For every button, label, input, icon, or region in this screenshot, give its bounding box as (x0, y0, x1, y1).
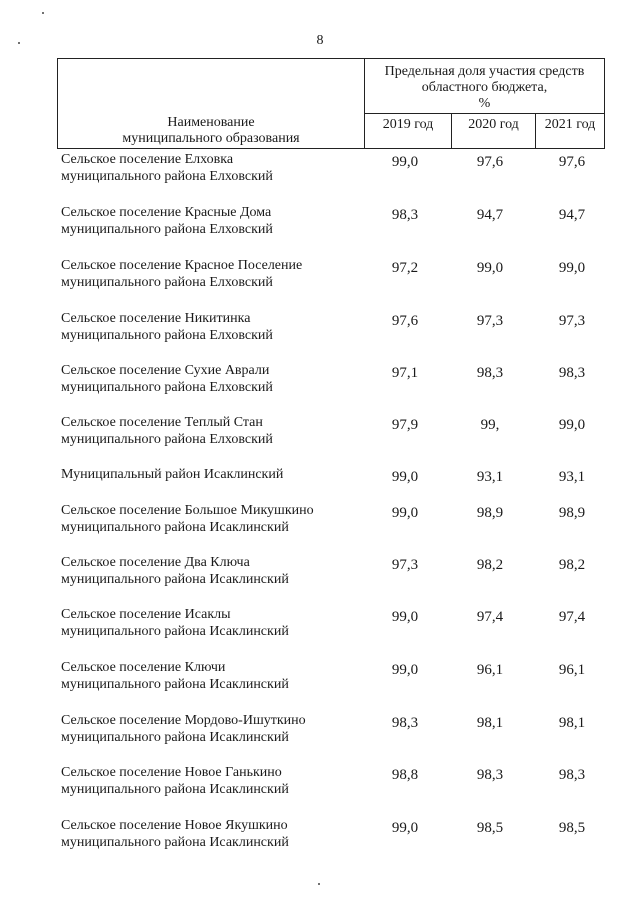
budget-share-header-line1: Предельная доля участия средств (384, 64, 585, 79)
value-2019: 99,0 (391, 662, 419, 678)
value-2020: 98,5 (476, 820, 504, 836)
name-column-header-line2: муниципального образования (122, 131, 300, 146)
municipality-name (61, 659, 361, 693)
value-2020: 97,4 (476, 609, 504, 625)
name-line2: муниципального района Елховский (61, 169, 273, 184)
year-header-2020: 2020 год (468, 117, 519, 132)
value-2021: 98,3 (558, 767, 586, 783)
value-2021: 97,4 (558, 609, 586, 625)
year-header-2021: 2021 год (544, 117, 596, 132)
name-line1: Сельское поселение Новое Якушкино (61, 818, 288, 833)
municipality-name (61, 466, 361, 483)
value-2020: 98,3 (476, 365, 504, 381)
name-line1: Сельское поселение Большое Микушкино (61, 503, 314, 518)
value-2021: 99,0 (558, 260, 586, 276)
table-row (0, 659, 640, 699)
year-header-2019: 2019 год (382, 117, 434, 132)
name-line1: Сельское поселение Мордово-Ишуткино (61, 713, 306, 728)
name-line1: Сельское поселение Два Ключа (61, 555, 250, 570)
name-line2: муниципального района Исаклинский (61, 520, 289, 535)
value-2019: 99,0 (391, 609, 419, 625)
municipality-name (61, 712, 361, 746)
budget-share-header-line2: областного бюджета, (421, 80, 548, 95)
name-line2: муниципального района Исаклинский (61, 730, 289, 745)
budget-share-header (365, 64, 604, 112)
value-2020: 98,9 (476, 505, 504, 521)
value-2019: 99,0 (391, 505, 419, 521)
name-line1: Муниципальный район Исаклинский (61, 467, 284, 482)
name-line1: Сельское поселение Елховка (61, 152, 234, 167)
value-2019: 97,6 (391, 313, 419, 329)
scan-speck (318, 883, 320, 885)
value-2020: 99,0 (476, 260, 504, 276)
value-2020: 94,7 (476, 207, 504, 223)
value-2020: 97,6 (476, 154, 504, 170)
table-row (0, 362, 640, 402)
name-line2: муниципального района Исаклинский (61, 782, 289, 797)
name-line2: муниципального района Елховский (61, 380, 273, 395)
value-2019: 99,0 (391, 469, 419, 485)
table-row (0, 817, 640, 857)
name-line2: муниципального района Исаклинский (61, 572, 289, 587)
value-2021: 98,3 (558, 365, 586, 381)
value-2019: 97,9 (391, 417, 419, 433)
name-line2: муниципального района Исаклинский (61, 677, 289, 692)
header-top-border (57, 58, 605, 59)
budget-share-header-line3: % (478, 96, 491, 111)
municipality-name (61, 362, 361, 396)
name-line1: Сельское поселение Новое Ганькино (61, 765, 282, 780)
table-row (0, 502, 640, 542)
value-2019: 97,3 (391, 557, 419, 573)
name-line2: муниципального района Исаклинский (61, 624, 289, 639)
value-2021: 98,9 (558, 505, 586, 521)
value-2021: 94,7 (558, 207, 586, 223)
name-line2: муниципального района Елховский (61, 222, 273, 237)
municipality-name (61, 502, 361, 536)
name-line1: Сельское поселение Красные Дома (61, 205, 272, 220)
header-group-divider (364, 113, 605, 114)
name-line1: Сельское поселение Теплый Стан (61, 415, 263, 430)
table-row (0, 606, 640, 646)
value-2021: 98,2 (558, 557, 586, 573)
value-2020: 98,1 (476, 715, 504, 731)
value-2021: 93,1 (558, 469, 586, 485)
municipality-name (61, 414, 361, 448)
name-line1: Сельское поселение Исаклы (61, 607, 231, 622)
municipality-name (61, 151, 361, 185)
value-2020: 93,1 (476, 469, 504, 485)
name-line1: Сельское поселение Сухие Аврали (61, 363, 270, 378)
value-2021: 98,1 (558, 715, 586, 731)
value-2020: 98,2 (476, 557, 504, 573)
name-column-header-line1: Наименование (167, 115, 255, 130)
name-line2: муниципального района Исаклинский (61, 835, 289, 850)
municipality-name (61, 764, 361, 798)
value-2021: 97,6 (558, 154, 586, 170)
value-2020: 99, (480, 417, 500, 433)
value-2021: 98,5 (558, 820, 586, 836)
value-2021: 99,0 (558, 417, 586, 433)
value-2020: 96,1 (476, 662, 504, 678)
table-row (0, 414, 640, 454)
table-row (0, 466, 640, 506)
value-2019: 99,0 (391, 154, 419, 170)
municipality-name (61, 817, 361, 851)
value-2019: 97,2 (391, 260, 419, 276)
municipality-name (61, 606, 361, 640)
table-row (0, 554, 640, 594)
value-2019: 99,0 (391, 820, 419, 836)
table-row (0, 257, 640, 297)
municipality-name (61, 204, 361, 238)
page-number: 8 (316, 33, 324, 48)
table-row (0, 310, 640, 350)
name-line1: Сельское поселение Никитинка (61, 311, 251, 326)
municipality-name (61, 257, 361, 291)
municipality-name (61, 310, 361, 344)
value-2019: 98,8 (391, 767, 419, 783)
scan-speck (42, 12, 44, 14)
name-line1: Сельское поселение Красное Поселение (61, 258, 303, 273)
value-2019: 97,1 (391, 365, 419, 381)
value-2020: 98,3 (476, 767, 504, 783)
name-line1: Сельское поселение Ключи (61, 660, 226, 675)
value-2021: 97,3 (558, 313, 586, 329)
municipality-name (61, 554, 361, 588)
value-2020: 97,3 (476, 313, 504, 329)
value-2019: 98,3 (391, 207, 419, 223)
header-bottom-border (57, 148, 605, 149)
name-line2: муниципального района Елховский (61, 275, 273, 290)
table-row (0, 764, 640, 804)
header-right-border (604, 58, 605, 149)
table-row (0, 204, 640, 244)
name-column-header (58, 115, 364, 147)
name-line2: муниципального района Елховский (61, 328, 273, 343)
table-row (0, 151, 640, 191)
name-line2: муниципального района Елховский (61, 432, 273, 447)
value-2019: 98,3 (391, 715, 419, 731)
value-2021: 96,1 (558, 662, 586, 678)
table-row (0, 712, 640, 752)
